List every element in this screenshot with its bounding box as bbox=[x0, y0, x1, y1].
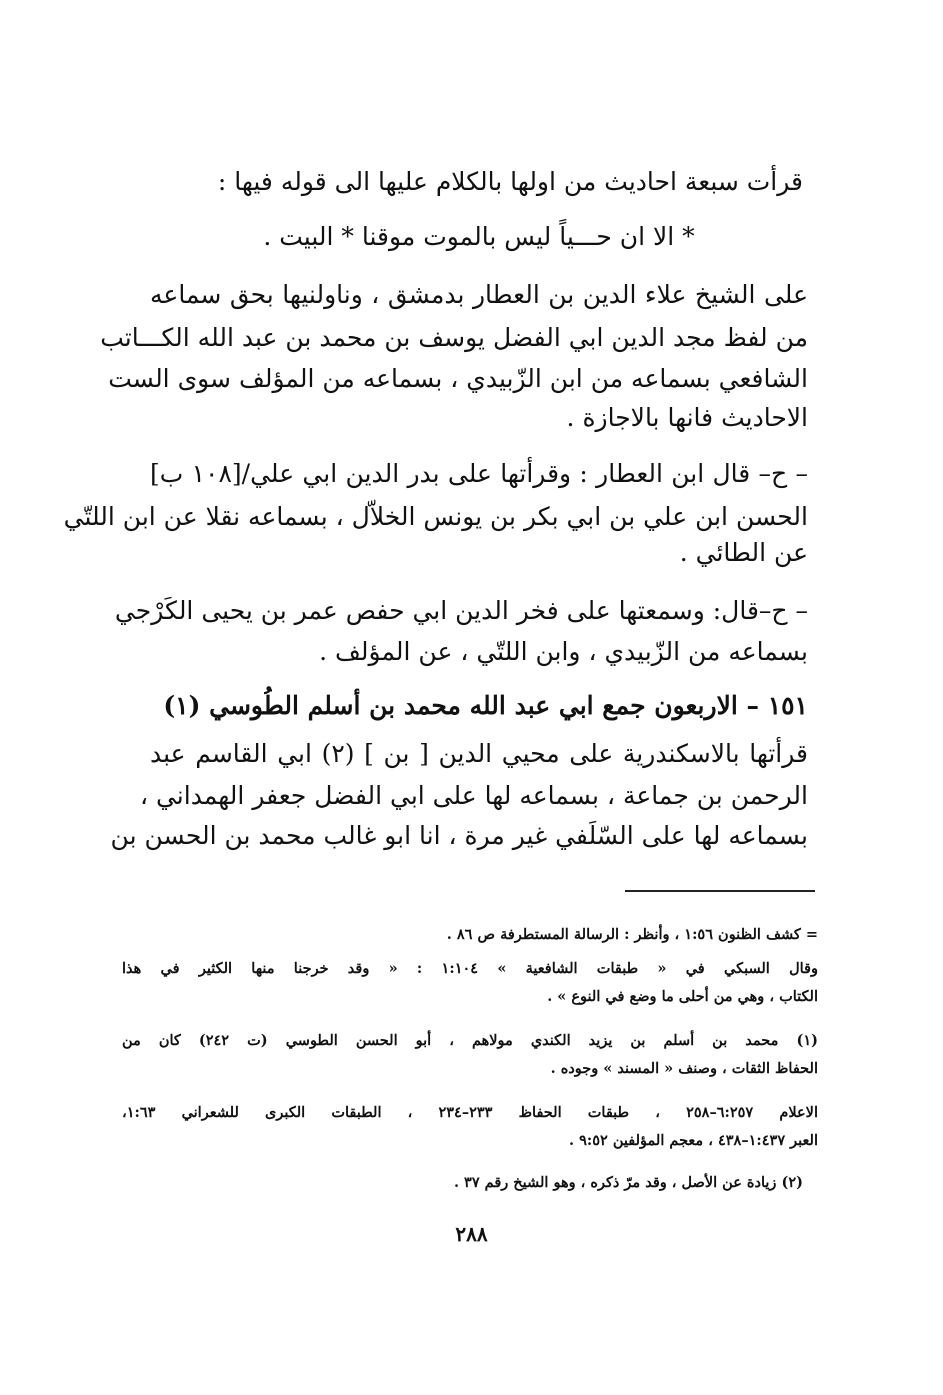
body-line-7: – ح– قال ابن العطار : وقرأتها على بدر الدين ابي علي/[١٠٨ ب] bbox=[150, 459, 808, 488]
section-heading-151: ١٥١ – الاربعون جمع ابي عبد الله محمد بن أسلم الطُوسي (١) bbox=[163, 691, 808, 720]
body-line-10: – ح–قال: وسمعتها على فخر الدين ابي حفص عمر بن يحيى الكَرْجي bbox=[114, 596, 808, 625]
footnote-1-sources-line-2: العبر ١:٤٣٧–٤٣٨ ، معجم المؤلفين ٩:٥٢ . bbox=[569, 1132, 818, 1149]
body-line-4: من لفظ مجد الدين ابي الفضل يوسف بن محمد بن عبد الله الكـــاتب bbox=[100, 323, 808, 352]
body-line-9: عن الطائي . bbox=[679, 538, 808, 567]
footnote-line-1: = كشف الظنون ١:٥٦ ، وأنظر : الرسالة المستطرفة ص ٨٦ . bbox=[446, 926, 818, 943]
body-line-3: على الشيخ علاء الدين بن العطار بدمشق ، وناولنيها بحق سماعه bbox=[150, 280, 808, 309]
footnote-1-sources-line-1: الاعلام ٦:٢٥٧–٢٥٨ ، طبقات الحفاظ ٢٣٣–٢٣٤ ، الطبقات الكبرى للشعراني ١:٦٣، bbox=[122, 1104, 818, 1121]
body-line-11: بسماعه من الزّبيدي ، وابن اللتّي ، عن المؤلف . bbox=[319, 637, 808, 666]
footnote-1-line-1: (١) محمد بن أسلم بن يزيد الكندي مولاهم ، أبو الحسن الطوسي (ت ٢٤٢) كان من bbox=[122, 1032, 818, 1049]
body-line-13: قرأتها بالاسكندرية على محيي الدين [ بن ] (٢) ابي القاسم عبد bbox=[150, 739, 808, 768]
body-line-15: بسماعه لها على السّلَفي غير مرة ، انا ابو غالب محمد بن الحسن بن bbox=[110, 821, 808, 850]
body-line-1: قرأت سبعة احاديث من اولها بالكلام عليها الى قوله فيها : bbox=[217, 167, 803, 196]
footnote-separator bbox=[625, 890, 815, 892]
page-number: ٢٨٨ bbox=[455, 1222, 488, 1246]
footnote-line-3: الكتاب ، وهي من أحلى ما وضع في النوع » . bbox=[547, 988, 818, 1005]
body-line-14: الرحمن بن جماعة ، بسماعه لها على ابي الفضل جعفر الهمداني ، bbox=[139, 781, 808, 810]
body-line-2-poetry: * الا ان حـــياً ليس بالموت موقنا * البيت . bbox=[263, 222, 695, 251]
body-line-8: الحسن ابن علي بن ابي بكر بن يونس الخلاّل ، بسماعه نقلا عن ابن اللتّي bbox=[63, 502, 808, 531]
body-line-5: الشافعي بسماعه من ابن الزّبيدي ، بسماعه من المؤلف سوى الست bbox=[108, 364, 808, 393]
footnote-line-2: وقال السبكي في « طبقات الشافعية » ١:١٠٤ : « وقد خرجنا منها الكثير في هذا bbox=[122, 960, 818, 977]
body-line-6: الاحاديث فانها بالاجازة . bbox=[566, 403, 808, 432]
footnote-2: (٢) زيادة عن الأصل ، وقد مرّ ذكره ، وهو الشيخ رقم ٣٧ . bbox=[453, 1174, 803, 1191]
footnote-1-line-2: الحفاظ الثقات ، وصنف « المسند » وجوده . bbox=[550, 1060, 818, 1077]
